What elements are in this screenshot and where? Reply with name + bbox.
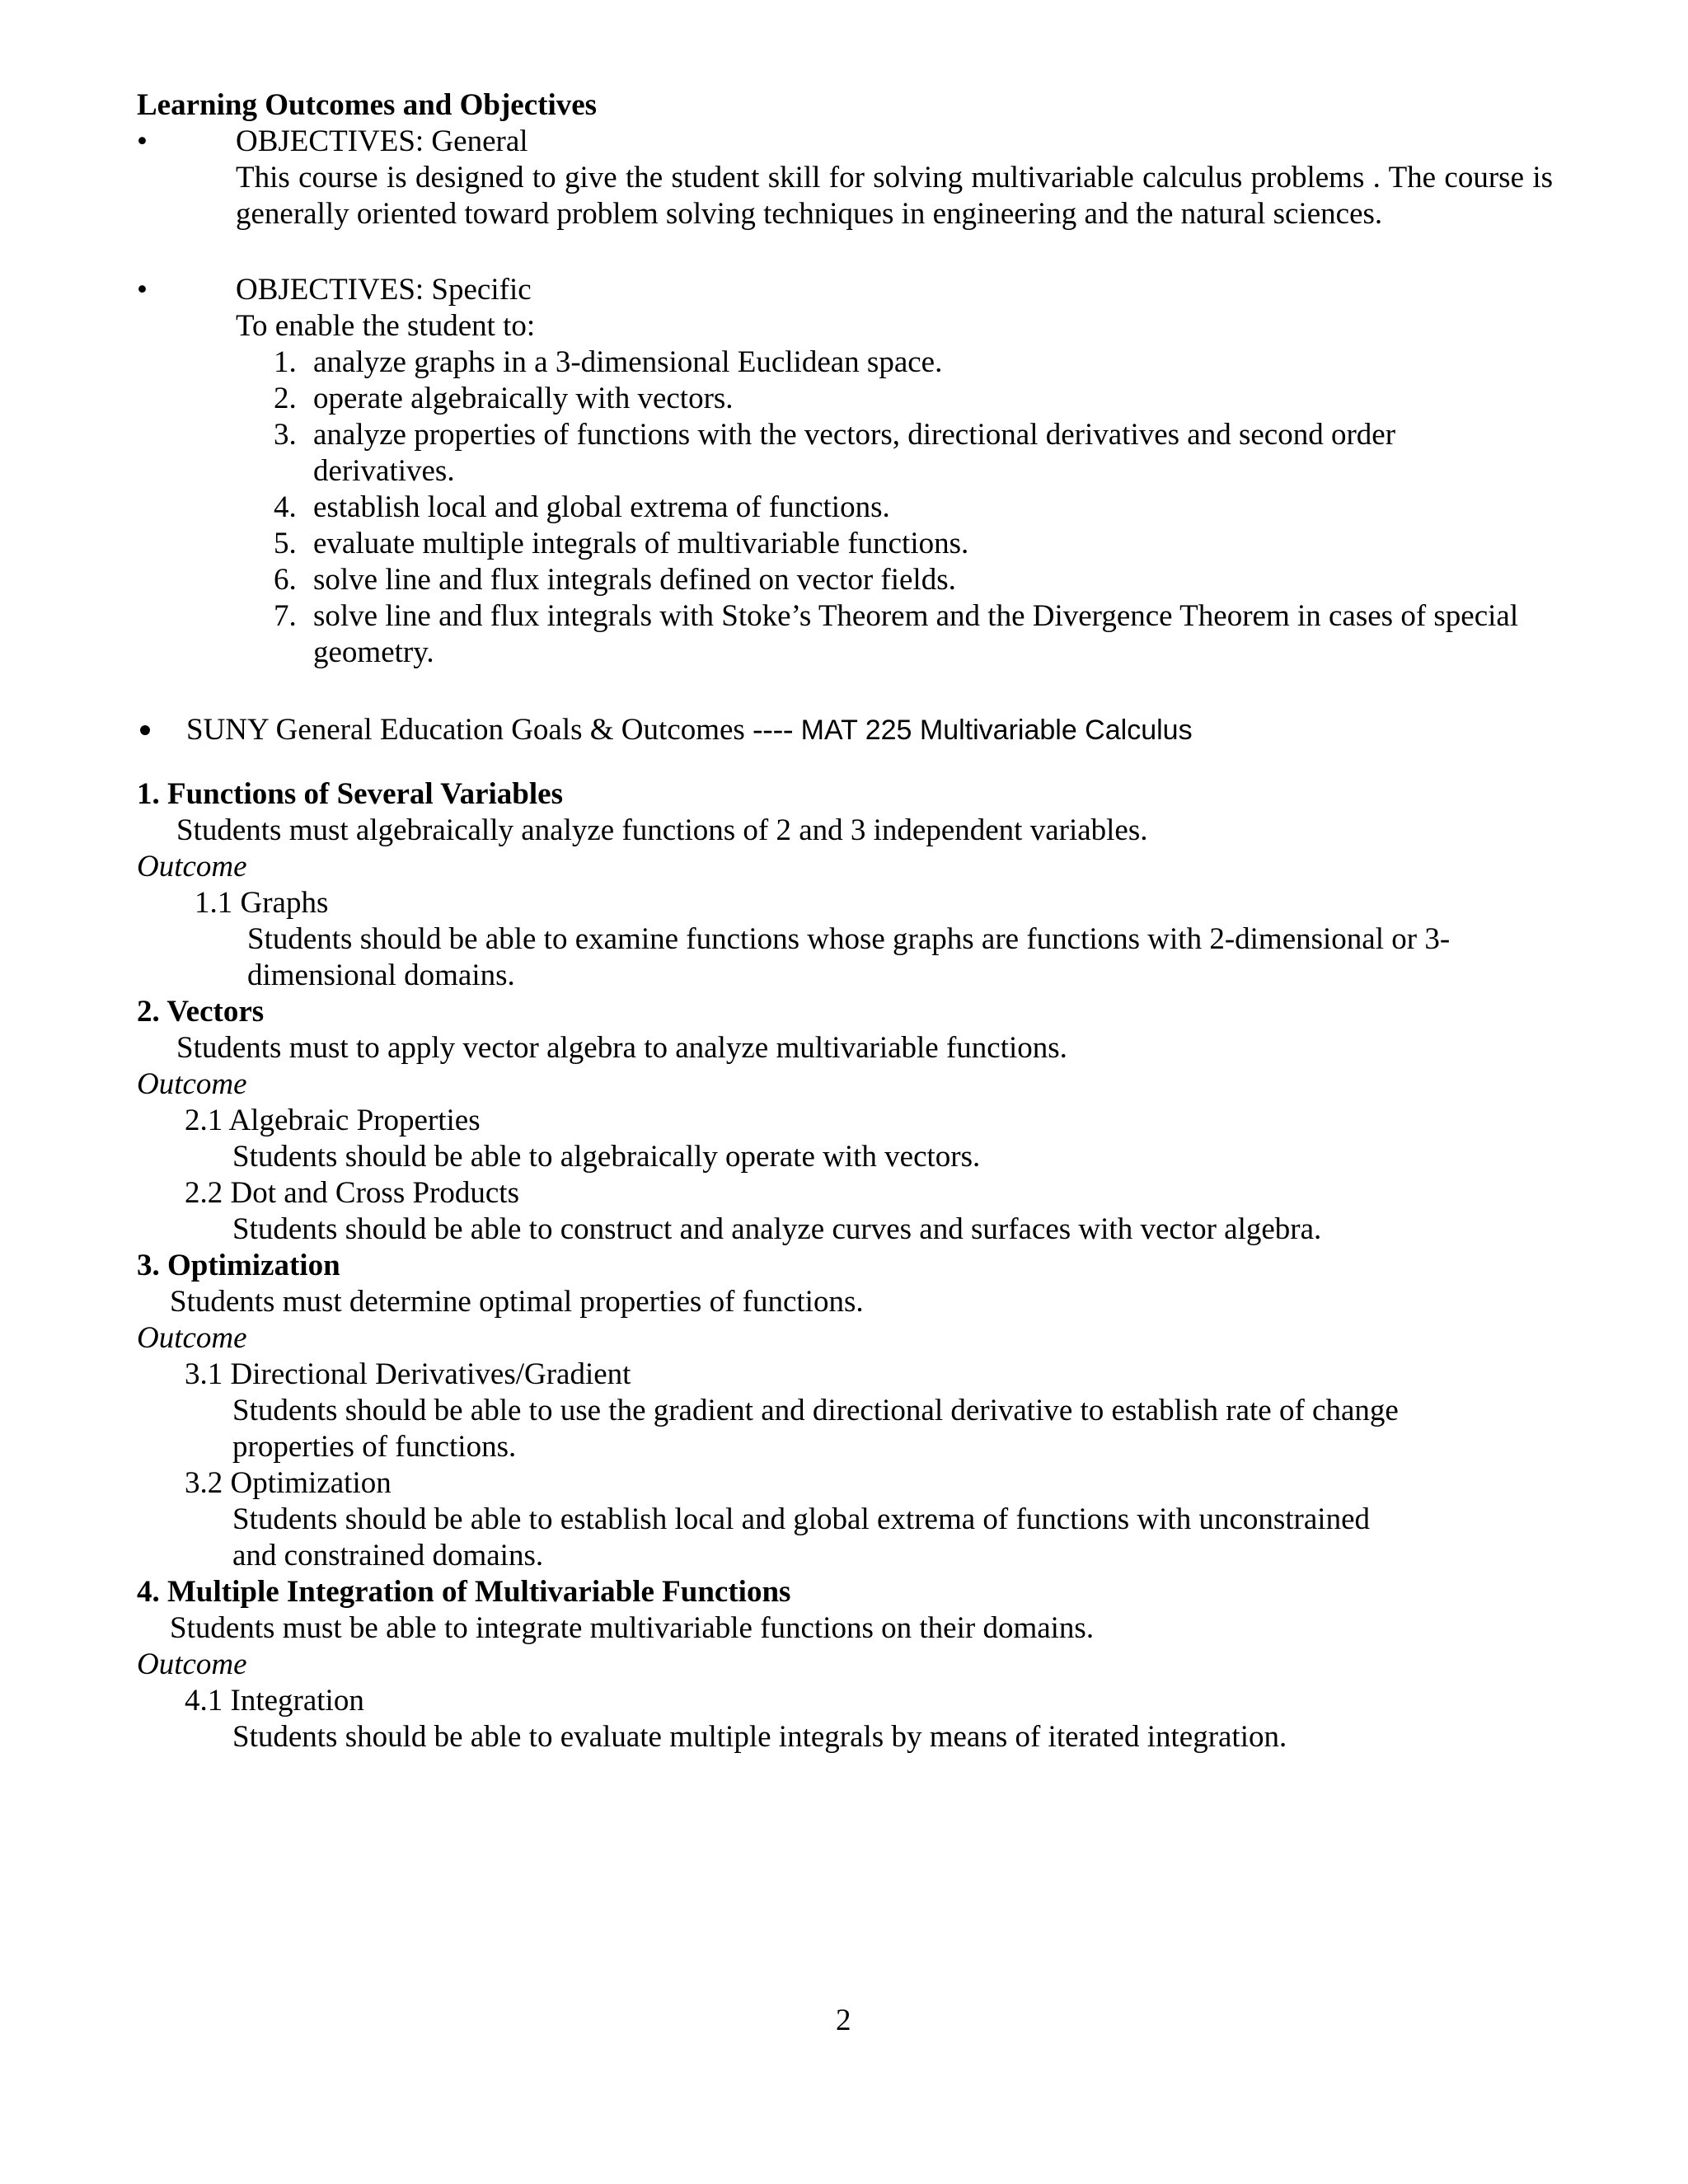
section-title: 4. Multiple Integration of Multivariable Functions <box>137 1575 791 1609</box>
outcome-text: Students should be able to construct and analyze curves and surfaces with vector algebra. <box>232 1212 1322 1246</box>
list-item: analyze properties of functions with the vectors, directional derivatives and second order <box>313 418 1396 452</box>
objectives-general-text: This course is designed to give the student skill for solving multivariable calculus problems . The course is generally oriented toward problem solving techniques in engineering and the natural sciences. <box>236 161 1553 231</box>
outcome-text: Students should be able to evaluate multiple integrals by means of iterated integration. <box>232 1720 1287 1754</box>
list-item-number: 6. <box>274 563 297 597</box>
objectives-general-label: OBJECTIVES: General <box>236 124 528 158</box>
section-description: Students must determine optimal properties of functions. <box>170 1285 864 1319</box>
list-item-number: 4. <box>274 490 297 524</box>
outcome-text: Students should be able to algebraically operate with vectors. <box>232 1140 981 1174</box>
suny-goals-prefix: SUNY General Education Goals & Outcomes ---- <box>186 713 794 747</box>
list-item-number: 2. <box>274 382 297 415</box>
list-item: operate algebraically with vectors. <box>313 382 734 415</box>
list-item-number: 3. <box>274 418 297 452</box>
outcome-title: 1.1 Graphs <box>195 886 329 920</box>
suny-goals-line <box>186 712 1193 748</box>
outcome-title: 3.2 Optimization <box>185 1466 392 1500</box>
outcome-label: Outcome <box>137 1321 247 1355</box>
list-item-continuation: derivatives. <box>313 454 455 488</box>
outcome-text: and constrained domains. <box>232 1539 544 1572</box>
outcome-title: 4.1 Integration <box>185 1684 364 1718</box>
objectives-specific-label: OBJECTIVES: Specific <box>236 273 532 307</box>
outcome-text: Students should be able to examine functions whose graphs are functions with 2-dimensional or 3- <box>247 922 1451 956</box>
page-heading: Learning Outcomes and Objectives <box>137 88 598 122</box>
page-number: 2 <box>836 2004 851 2037</box>
list-item-number: 7. <box>274 599 297 633</box>
list-item: solve line and flux integrals with Stoke’s Theorem and the Divergence Theorem in cases of special <box>313 599 1519 633</box>
outcome-title: 2.2 Dot and Cross Products <box>185 1176 519 1210</box>
suny-course-name: MAT 225 Multivariable Calculus <box>800 715 1193 746</box>
objectives-specific-intro: To enable the student to: <box>236 309 536 343</box>
list-item: analyze graphs in a 3-dimensional Euclidean space. <box>313 345 943 379</box>
section-title: 3. Optimization <box>137 1249 340 1282</box>
list-item-number: 5. <box>274 527 297 560</box>
bullet-suny <box>140 725 150 735</box>
list-item: evaluate multiple integrals of multivariable functions. <box>313 527 969 560</box>
section-description: Students must to apply vector algebra to analyze multivariable functions. <box>176 1031 1067 1065</box>
bullet-specific: • <box>137 273 148 307</box>
bullet-general: • <box>137 124 148 158</box>
outcome-label: Outcome <box>137 1647 247 1681</box>
list-item-continuation: geometry. <box>313 635 434 669</box>
outcome-label: Outcome <box>137 1067 247 1101</box>
outcome-title: 2.1 Algebraic Properties <box>185 1104 481 1137</box>
outcome-title: 3.1 Directional Derivatives/Gradient <box>185 1357 631 1391</box>
section-description: Students must be able to integrate multivariable functions on their domains. <box>170 1611 1095 1645</box>
outcome-text: Students should be able to use the gradient and directional derivative to establish rate of change <box>232 1394 1399 1427</box>
outcome-text: dimensional domains. <box>247 958 515 992</box>
section-title: 1. Functions of Several Variables <box>137 777 563 811</box>
outcome-label: Outcome <box>137 850 247 883</box>
outcome-text: Students should be able to establish local and global extrema of functions with unconstrained <box>232 1502 1371 1536</box>
list-item: solve line and flux integrals defined on vector fields. <box>313 563 956 597</box>
section-title: 2. Vectors <box>137 995 265 1029</box>
outcome-text: properties of functions. <box>232 1430 517 1464</box>
section-description: Students must algebraically analyze functions of 2 and 3 independent variables. <box>176 813 1148 847</box>
list-item-number: 1. <box>274 345 297 379</box>
list-item: establish local and global extrema of functions. <box>313 490 890 524</box>
